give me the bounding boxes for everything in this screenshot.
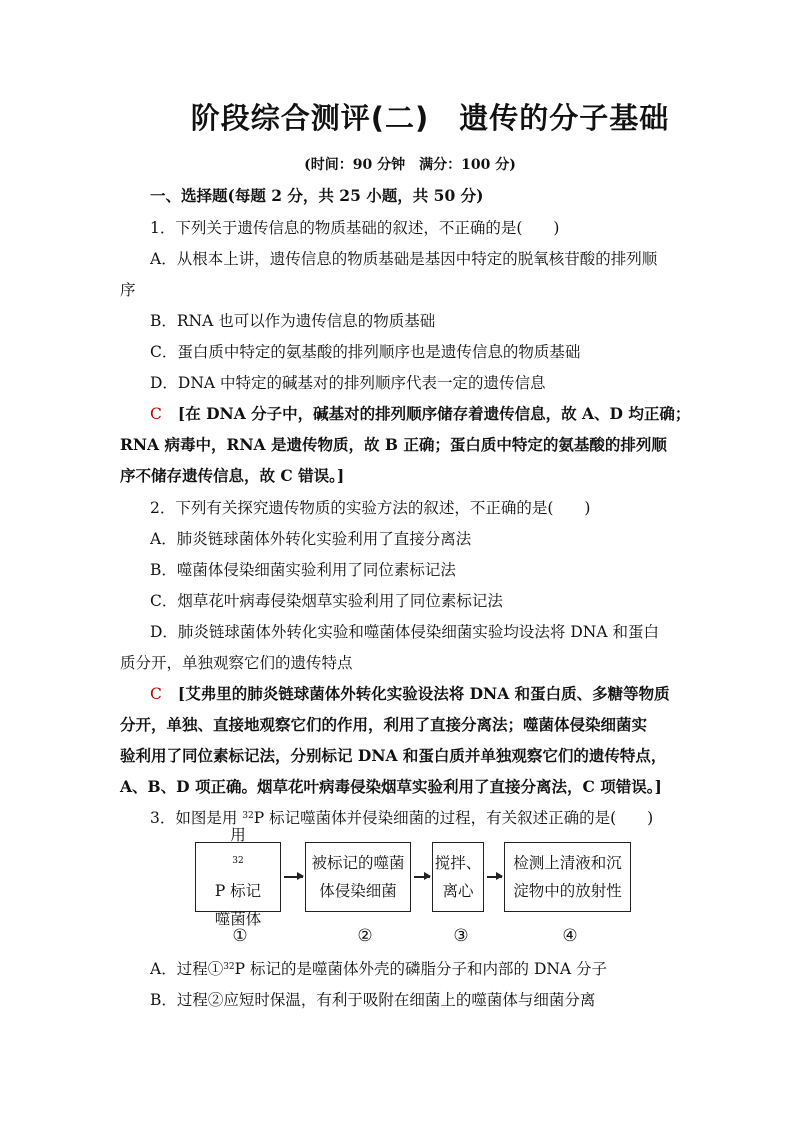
q2-exp-line3: 验利用了同位素标记法，分别标记 DNA 和蛋白质并单独观察它们的遗传特点，: [120, 746, 667, 765]
q1-option-c: C．蛋白质中特定的氨基酸的排列顺序也是遗传信息的物质基础: [150, 343, 581, 361]
q1-answer: C: [150, 405, 162, 423]
step-number-3: ③: [453, 926, 469, 946]
q2-explanation: [150, 684, 670, 704]
flow-step-3-box: 搅拌、 离心: [432, 842, 484, 912]
q1-exp-line3: 序不储存遗传信息，故 C 错误。]: [120, 466, 345, 485]
q2-exp-line4: A、B、D 项正确。烟草花叶病毒侵染烟草实验利用了直接分离法，C 项错误。]: [120, 777, 662, 796]
step-number-2: ②: [357, 926, 373, 946]
q1-stem: 1．下列关于遗传信息的物质基础的叙述，不正确的是( ): [150, 219, 560, 237]
q1-exp-line2: RNA 病毒中，RNA 是遗传物质，故 B 正确；蛋白质中特定的氨基酸的排列顺: [120, 435, 667, 454]
arrow-1-to-2: [284, 876, 303, 878]
q1-option-a: A．从根本上讲，遗传信息的物质基础是基因中特定的脱氧核苷酸的排列顺: [150, 250, 658, 268]
q1-option-b: B．RNA 也可以作为遗传信息的物质基础: [150, 312, 436, 330]
q2-option-d-cont: 质分开，单独观察它们的遗传特点: [120, 654, 353, 672]
q1-explanation: [150, 404, 690, 424]
flow-step-2-box: 被标记的噬菌 体侵染细菌: [305, 842, 411, 912]
q2-answer: C: [150, 685, 162, 703]
q2-option-a: A．肺炎链球菌体外转化实验利用了直接分离法: [150, 530, 472, 548]
exam-info: (时间：90 分钟 满分：100 分): [304, 157, 516, 173]
arrow-2-to-3: [414, 876, 430, 878]
section-heading: 一、选择题(每题 2 分，共 25 小题，共 50 分): [150, 186, 484, 205]
q2-exp-line1: [艾弗里的肺炎链球菌体外转化实验设法将 DNA 和蛋白质、多糖等物质: [177, 684, 670, 703]
q1-option-d: D．DNA 中特定的碱基对的排列顺序代表一定的遗传信息: [150, 374, 546, 392]
q2-option-b: B．噬菌体侵染细菌实验利用了同位素标记法: [150, 561, 456, 579]
q3-option-b: B．过程②应短时保温，有利于吸附在细菌上的噬菌体与细菌分离: [150, 991, 596, 1009]
flow-step-1-box: 用 $^{32}$ P 标记 噬菌体: [195, 842, 281, 912]
flow-step-4-box: 检测上清液和沉 淀物中的放射性: [504, 842, 631, 912]
q1-option-a-cont: 序: [120, 281, 136, 299]
q2-stem: 2．下列有关探究遗传物质的实验方法的叙述，不正确的是( ): [150, 499, 591, 517]
q2-option-d: D．肺炎链球菌体外转化实验和噬菌体侵染细菌实验均设法将 DNA 和蛋白: [150, 623, 659, 641]
page-title: 阶段综合测评(二) 遗传的分子基础: [190, 101, 670, 135]
q2-option-c: C．烟草花叶病毒侵染烟草实验利用了同位素标记法: [150, 592, 503, 610]
q2-exp-line2: 分开，单独、直接地观察它们的作用，利用了直接分离法；噬菌体侵染细菌实: [120, 715, 648, 734]
arrow-3-to-4: [487, 876, 502, 878]
step-number-4: ④: [562, 926, 578, 946]
process-flow-diagram: [195, 826, 635, 946]
q3-option-a: A．过程①$^{32}$P 标记的是噬菌体外壳的磷脂分子和内部的 DNA 分子: [150, 960, 608, 978]
q1-exp-line1: [在 DNA 分子中，碱基对的排列顺序储存着遗传信息，故 A、D 均正确；: [177, 404, 691, 423]
q3-stem: 3．如图是用 $^{32}$P 标记噬菌体并侵染细菌的过程，有关叙述正确的是( ): [150, 809, 654, 827]
step-number-1: ①: [232, 926, 248, 946]
